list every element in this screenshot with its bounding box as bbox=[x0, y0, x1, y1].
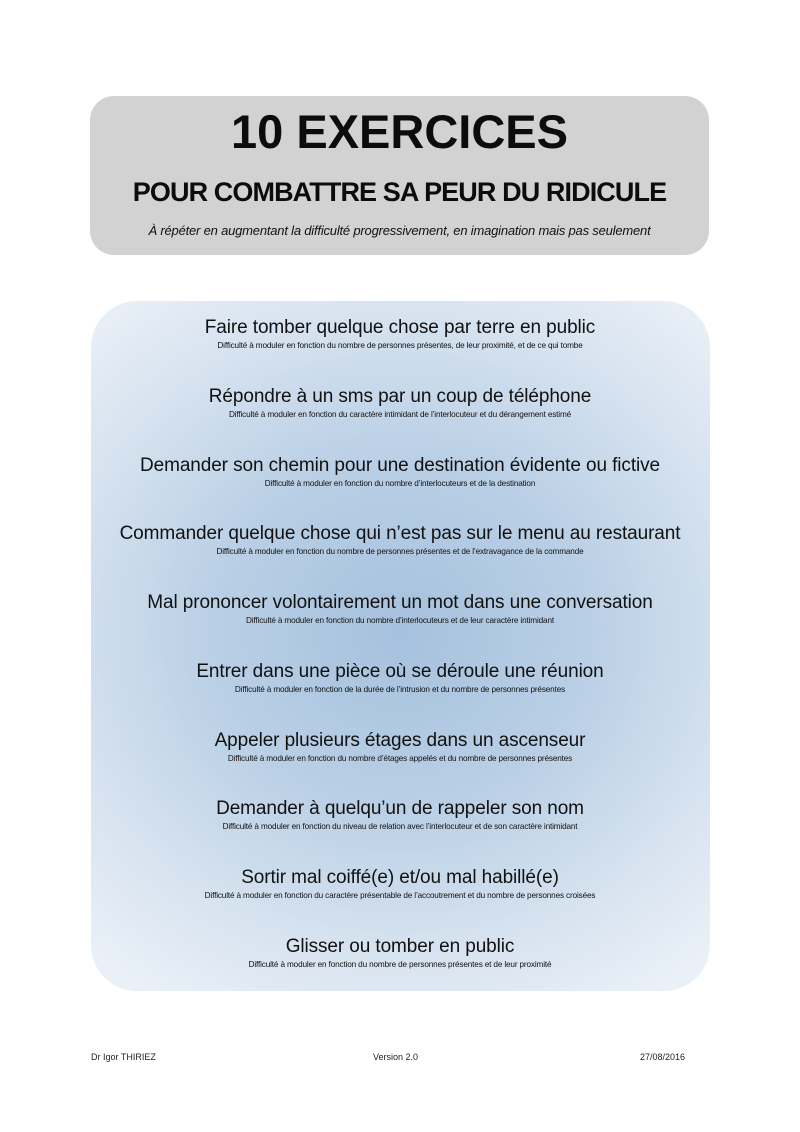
exercise-item bbox=[0, 797, 800, 832]
exercise-description: Difficulté à moduler en fonction du nombre d’interlocuteurs et de leur caractère intimidant bbox=[246, 616, 554, 625]
exercise-description: Difficulté à moduler en fonction de la durée de l’intrusion et du nombre de personnes présentes bbox=[234, 685, 566, 694]
footer-author: Dr Igor THIRIEZ bbox=[91, 1052, 156, 1062]
exercise-item bbox=[0, 522, 800, 557]
exercise-item bbox=[0, 385, 800, 420]
exercise-title: Demander à quelqu’un de rappeler son nom bbox=[216, 798, 584, 819]
exercise-item bbox=[0, 660, 800, 695]
footer-date: 27/08/2016 bbox=[640, 1052, 686, 1062]
exercise-description: Difficulté à moduler en fonction du nombre de personnes présentes et de l’extravagance de la commande bbox=[216, 547, 584, 556]
exercise-title: Demander son chemin pour une destination évidente ou fictive bbox=[140, 455, 660, 476]
exercise-description: Difficulté à moduler en fonction du caractère intimidant de l’interlocuteur et du dérangement estimé bbox=[228, 410, 572, 419]
exercise-description: Difficulté à moduler en fonction du nombre d’étages appelés et du nombre de personnes présentes bbox=[227, 754, 573, 763]
exercise-item bbox=[0, 316, 800, 351]
exercise-item bbox=[0, 729, 800, 764]
exercise-description: Difficulté à moduler en fonction du nombre de personnes présentes, de leur proximité, et de ce qui tombe bbox=[217, 341, 583, 350]
exercise-title: Mal prononcer volontairement un mot dans une conversation bbox=[147, 592, 653, 613]
title-banner bbox=[90, 96, 709, 255]
exercise-description: Difficulté à moduler en fonction du nombre de personnes présentes et de leur proximité bbox=[248, 960, 552, 969]
exercise-description: Difficulté à moduler en fonction du nombre d’interlocuteurs et de la destination bbox=[264, 479, 536, 488]
exercise-item bbox=[0, 591, 800, 626]
exercise-title: Faire tomber quelque chose par terre en public bbox=[204, 317, 596, 338]
page-subtitle: POUR COMBATTRE SA PEUR DU RIDICULE bbox=[132, 177, 667, 207]
exercise-item bbox=[0, 454, 800, 489]
exercise-title: Sortir mal coiffé(e) et/ou mal habillé(e) bbox=[241, 867, 559, 888]
exercise-item bbox=[0, 935, 800, 970]
exercise-title: Commander quelque chose qui n’est pas sur le menu au restaurant bbox=[119, 523, 681, 544]
exercise-title: Entrer dans une pièce où se déroule une réunion bbox=[196, 661, 604, 682]
exercise-title: Glisser ou tomber en public bbox=[285, 936, 515, 957]
exercise-title: Répondre à un sms par un coup de téléphone bbox=[208, 386, 592, 407]
page-title: 10 EXERCICES bbox=[231, 105, 568, 158]
exercise-item bbox=[0, 866, 800, 901]
footer-version: Version 2.0 bbox=[373, 1052, 419, 1062]
exercise-description: Difficulté à moduler en fonction du niveau de relation avec l’interlocuteur et de son caractère intimidant bbox=[222, 822, 578, 831]
exercise-title: Appeler plusieurs étages dans un ascenseur bbox=[214, 730, 586, 751]
instruction-note: À répéter en augmentant la difficulté progressivement, en imagination mais pas seulement bbox=[148, 223, 651, 238]
exercise-description: Difficulté à moduler en fonction du caractère présentable de l’accoutrement et du nombre de personnes croisées bbox=[204, 891, 596, 900]
